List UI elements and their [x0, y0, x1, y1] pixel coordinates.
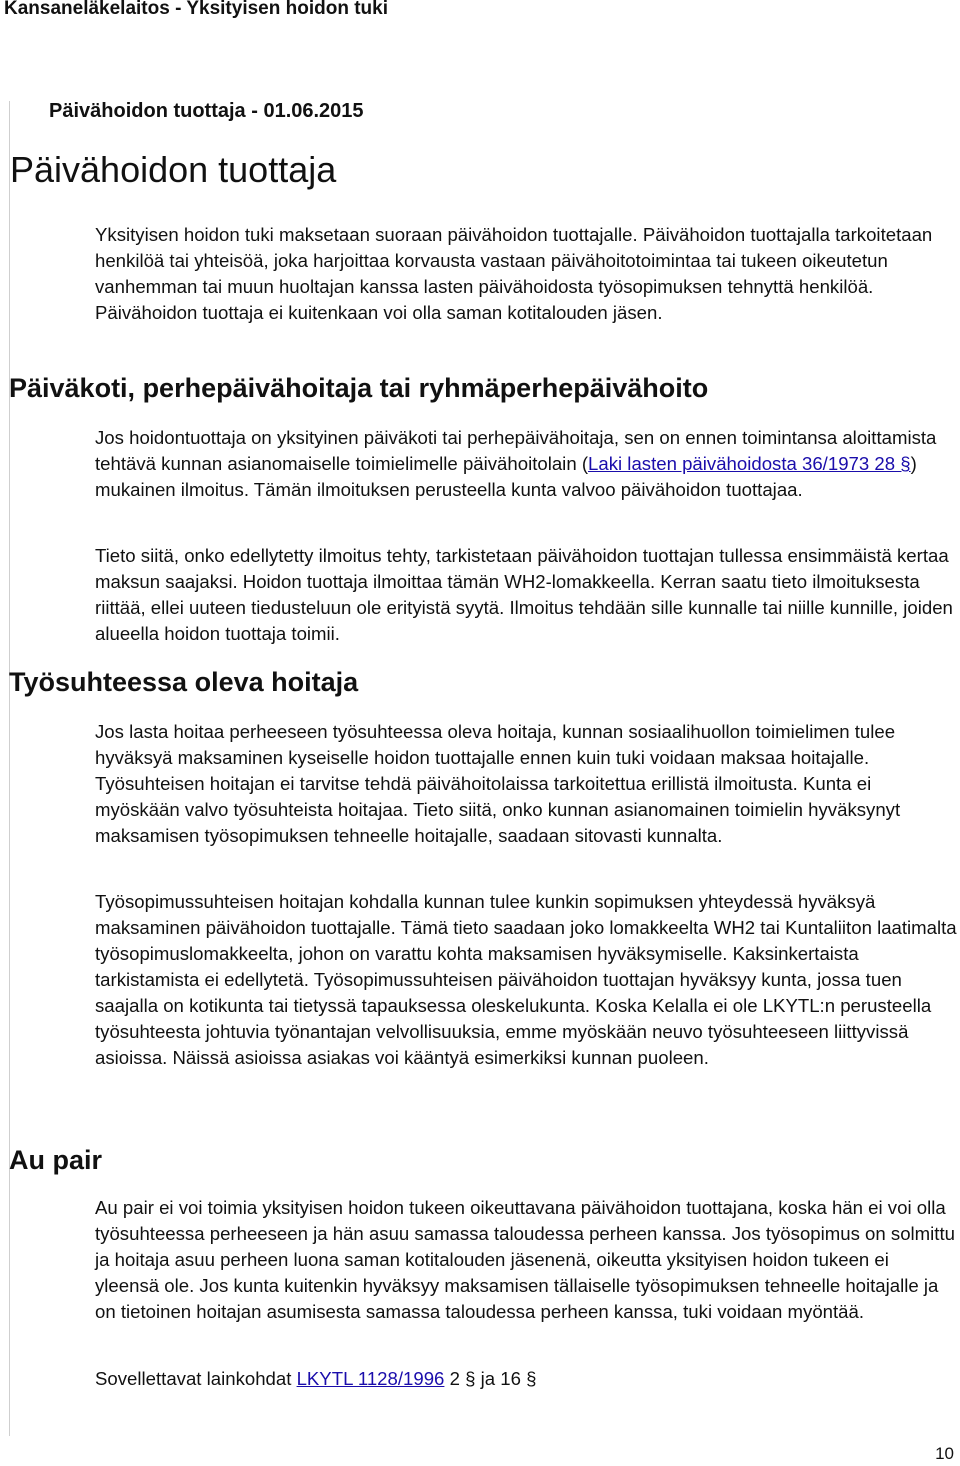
- section-title-daycare: Päiväkoti, perhepäivähoitaja tai ryhmäperhepäivähoito: [9, 373, 709, 403]
- legal-basis-suffix: 2 § ja 16 §: [444, 1368, 537, 1389]
- au-pair-paragraph: Au pair ei voi toimia yksityisen hoidon tukeen oikeuttavana päivähoidon tuottajana, koska hän ei voi olla työsuhteessa perheeseen ja hän asuu samassa taloudessa perheen kanssa. Jos työsopimus on solmittu ja hoitaja asuu perheen luona saman kotitalouden jäsenenä, oikeutta yksityisen hoidon tukeen ei yleensä ole. Jos kunta kuitenkin hyväksyy maksamisen tällaiselle työsopimuksen tehneelle hoitajalle ja on tietoinen hoitajan asumisesta samassa taloudessa perheen kanssa, tuki voidaan myöntää.: [95, 1197, 955, 1322]
- law-link-lkytl[interactable]: LKYTL 1128/1996: [296, 1368, 445, 1389]
- daycare-text-after-link: ) mukainen ilmoitus. Tämän ilmoituksen perusteella kunta valvoo päivähoidon tuottajaa.: [95, 453, 917, 500]
- legal-basis-prefix: Sovellettavat lainkohdat: [95, 1368, 297, 1389]
- intro-paragraph: Yksityisen hoidon tuki maksetaan suoraan päivähoidon tuottajalle. Päivähoidon tuottajalla tarkoitetaan henkilöä tai yhteisöä, joka harjoittaa korvausta vastaan päivähoitotoimintaa tai tukeen oikeutetun vanhemman tai muun huoltajan kanssa lasten päivähoidosta työsopimuksen tehnyttä henkilöä. Päivähoidon tuottaja ei kuitenkaan voi olla saman kotitalouden jäsen.: [95, 224, 933, 323]
- daycare-text-before-link: Jos hoidontuottaja on yksityinen päiväkoti tai perhepäivähoitaja, sen on ennen toimintansa aloittamista tehtävä kunnan asianomaiselle toimielimelle päivähoitolain (: [95, 427, 937, 474]
- law-link-daycare-act[interactable]: Laki lasten päivähoidosta 36/1973 28 §: [588, 453, 911, 474]
- legal-basis: [95, 1366, 957, 1392]
- section-title-au-pair: Au pair: [9, 1145, 103, 1175]
- page-title: Päivähoidon tuottaja: [10, 149, 337, 190]
- employed-paragraph-2: Työsopimussuhteisen hoitajan kohdalla kunnan tulee kunkin sopimuksen yhteydessä hyväksyä maksaminen päivähoidon tuottajalle. Tämä tieto saadaan joko lomakkeelta WH2 tai Kuntaliiton laatimalta työsopimuslomakkeelta, johon on varattu kohta maksamisen hyväksymiselle. Kaksinkertaista tarkistamista ei edellytetä. Työsopimussuhteisen päivähoidon tuottajan hyväksyy kunta, jossa tuen saajalla on kotikunta tai tietyssä tapauksessa oleskelukunta. Koska Kelalla ei ole LKYTL:n perusteella työsuhteesta johtuvia työnantajan velvollisuuksia, emme myöskään neuvo työsuhteeseen liittyvissä asioissa. Näissä asioissa asiakas voi kääntyä esimerkiksi kunnan puoleen.: [95, 891, 957, 1068]
- page-number: 10: [935, 1444, 954, 1463]
- page-header-title: Kansaneläkelaitos - Yksityisen hoidon tuki: [4, 0, 388, 19]
- section-title-employed-caregiver: Työsuhteessa oleva hoitaja: [9, 667, 359, 697]
- employed-paragraph-1: Jos lasta hoitaa perheeseen työsuhteessa oleva hoitaja, kunnan sosiaalihuollon toimielimen tulee hyväksyä maksaminen kyseiselle hoidon tuottajalle ennen kuin tuki voidaan maksaa hoitajalle. Työsuhteisen hoitajan ei tarvitse tehdä päivähoitolaissa tarkoitettua erillistä ilmoitusta. Kunta ei myöskään valvo työsuhteista hoitajaa. Tieto siitä, onko kunnan asianomainen toimielin hyväksynyt maksamisen työsopimuksen tehneelle hoitajalle, saadaan sitovasti kunnalta.: [95, 721, 901, 846]
- daycare-paragraph-2: Tieto siitä, onko edellytetty ilmoitus tehty, tarkistetaan päivähoidon tuottajan tullessa ensimmäistä kertaa maksun saajaksi. Hoidon tuottaja ilmoittaa tämän WH2-lomakkeella. Kerran saatu tieto ilmoituksesta riittää, ellei uuteen tiedusteluun ole erityistä syytä. Ilmoitus tehdään sille kunnalle tai niille kunnille, joiden alueella hoidon tuottaja toimii.: [95, 545, 953, 644]
- daycare-paragraph-1: [95, 425, 957, 503]
- left-margin-rule: [9, 101, 10, 1436]
- breadcrumb: Päivähoidon tuottaja - 01.06.2015: [49, 100, 364, 122]
